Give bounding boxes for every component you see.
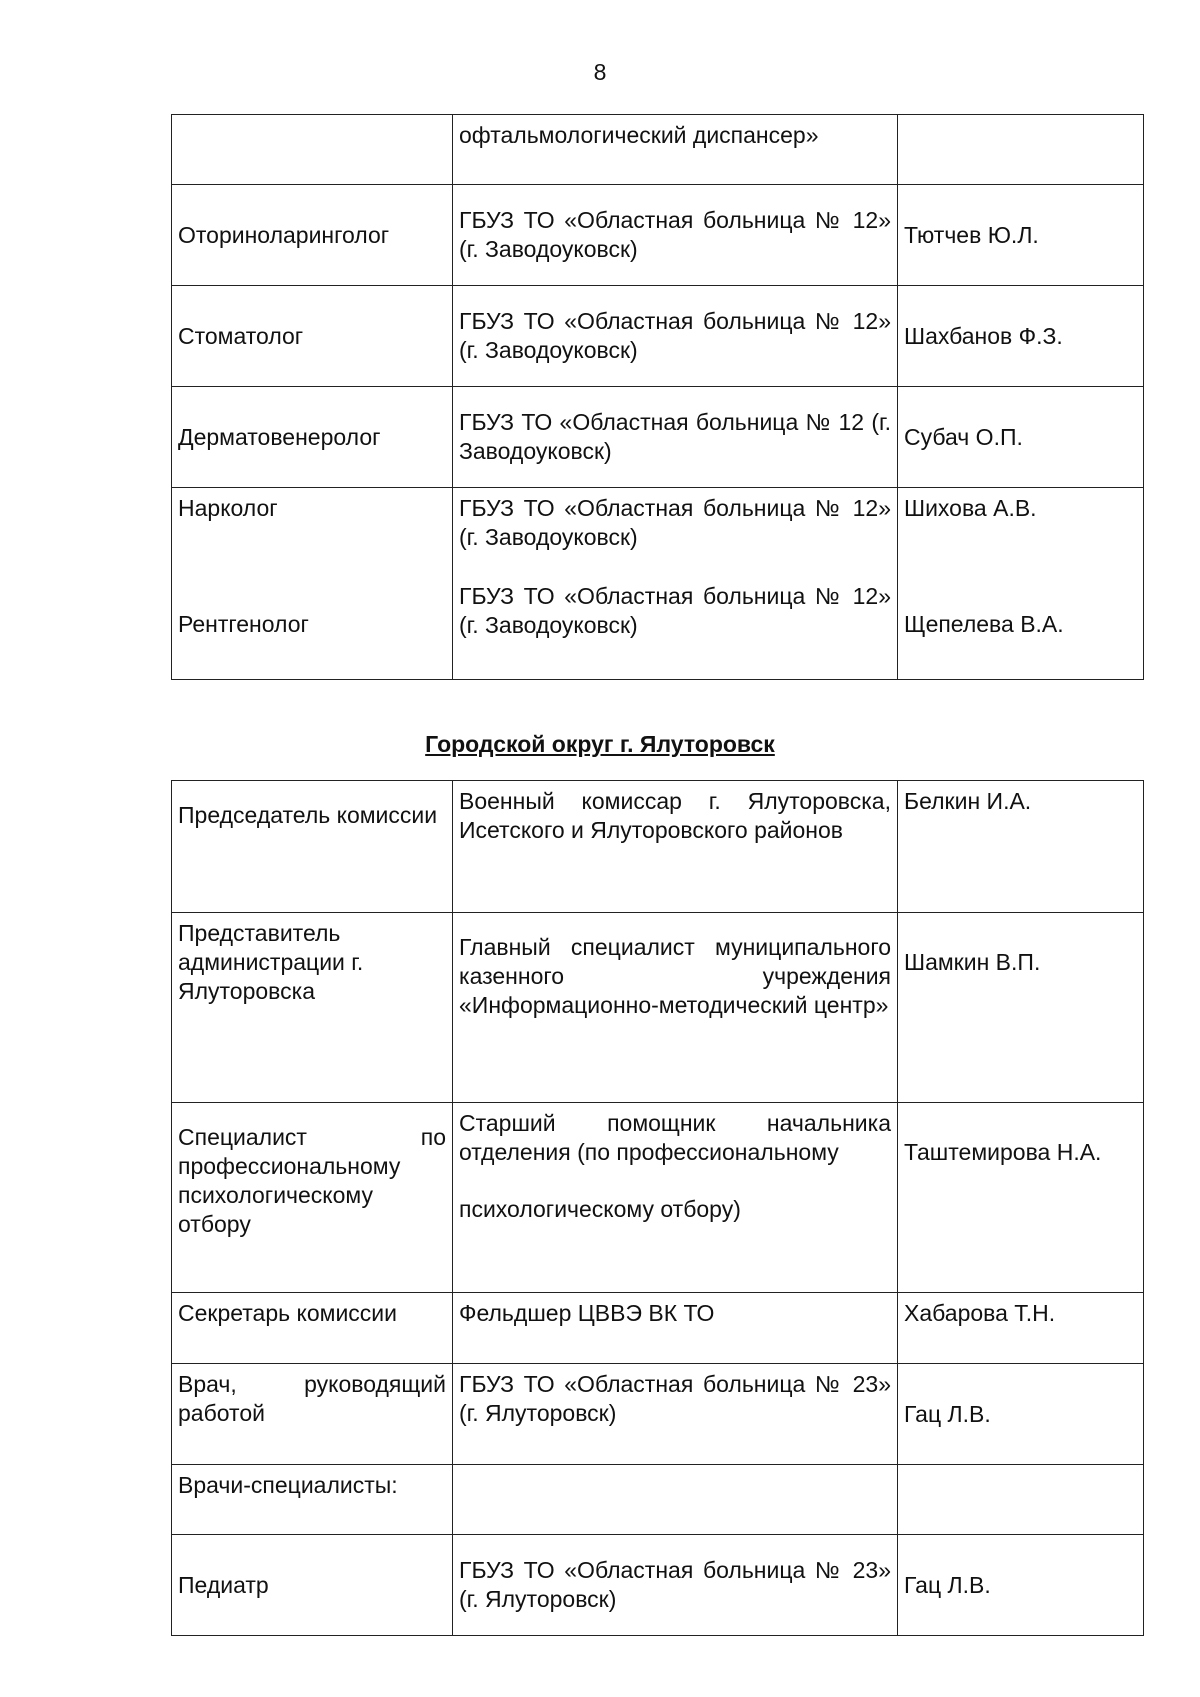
organization-cell: офтальмологический диспансер» <box>453 115 898 185</box>
table-row <box>172 488 1144 680</box>
role-cell: Врачи-специалисты: <box>172 1465 453 1535</box>
commission-table-yalutorovsk <box>171 780 1144 1636</box>
organization-cell <box>453 488 898 680</box>
table-row <box>172 1465 1144 1535</box>
organization-cell: Военный комиссар г. Ялуторовска, Исетского и Ялуторовского районов <box>453 781 898 913</box>
organization-cell <box>453 1465 898 1535</box>
name-narcologist: Шихова А.В. <box>904 495 1037 521</box>
table-row <box>172 1364 1144 1465</box>
role-cell <box>172 488 453 680</box>
org-psychology-part1: Старший помощник начальника отделения (по профессиональному <box>459 1110 891 1165</box>
name-cell <box>898 488 1144 680</box>
role-cell: Педиатр <box>172 1535 453 1636</box>
name-cell: Шамкин В.П. <box>898 913 1144 1103</box>
role-cell: Представитель администрации г. Ялуторовска <box>172 913 453 1103</box>
name-cell: Шахбанов Ф.З. <box>898 286 1144 387</box>
organization-cell: ГБУЗ ТО «Областная больница № 12» (г. Заводоуковск) <box>453 286 898 387</box>
section-title: Городской округ г. Ялуторовск <box>425 731 775 757</box>
table-row <box>172 913 1144 1103</box>
org-radiologist: ГБУЗ ТО «Областная больница № 12» (г. Заводоуковск) <box>459 583 891 638</box>
name-cell: Таштемирова Н.А. <box>898 1103 1144 1293</box>
table-row <box>172 286 1144 387</box>
commission-table-zavodoukovsk <box>171 114 1144 680</box>
role-cell: Стоматолог <box>172 286 453 387</box>
org-narcologist: ГБУЗ ТО «Областная больница № 12» (г. Заводоуковск) <box>459 495 891 550</box>
role-cell: Оториноларинголог <box>172 185 453 286</box>
role-cell: Секретарь комиссии <box>172 1293 453 1364</box>
table-row <box>172 115 1144 185</box>
organization-cell: Фельдшер ЦВВЭ ВК ТО <box>453 1293 898 1364</box>
organization-cell <box>453 1103 898 1293</box>
organization-cell: ГБУЗ ТО «Областная больница № 12» (г. Заводоуковск) <box>453 185 898 286</box>
role-cell <box>172 115 453 185</box>
name-cell: Субач О.П. <box>898 387 1144 488</box>
name-cell: Хабарова Т.Н. <box>898 1293 1144 1364</box>
role-cell: Дерматовенеролог <box>172 387 453 488</box>
role-narcologist: Нарколог <box>178 495 278 521</box>
role-cell: Врач, руководящий работой <box>172 1364 453 1465</box>
org-psychology-part2: психологическому отбору) <box>459 1196 741 1222</box>
table-row <box>172 185 1144 286</box>
table-row <box>172 1293 1144 1364</box>
name-cell <box>898 115 1144 185</box>
table-row <box>172 387 1144 488</box>
organization-cell: ГБУЗ ТО «Областная больница № 23» (г. Ялуторовск) <box>453 1535 898 1636</box>
name-cell: Белкин И.А. <box>898 781 1144 913</box>
name-cell <box>898 1465 1144 1535</box>
name-radiologist: Щепелева В.А. <box>904 611 1064 637</box>
role-cell: Председатель комиссии <box>172 781 453 913</box>
name-cell: Гац Л.В. <box>898 1364 1144 1465</box>
organization-cell: Главный специалист муниципального казенного учреждения «Информационно-методический центр» <box>453 913 898 1103</box>
role-radiologist: Рентгенолог <box>178 611 309 637</box>
role-cell: Специалист по профессиональному психологическому отбору <box>172 1103 453 1293</box>
table-row <box>172 1535 1144 1636</box>
organization-cell: ГБУЗ ТО «Областная больница № 23» (г. Ялуторовск) <box>453 1364 898 1465</box>
name-cell: Гац Л.В. <box>898 1535 1144 1636</box>
name-cell: Тютчев Ю.Л. <box>898 185 1144 286</box>
table-row <box>172 781 1144 913</box>
table-row <box>172 1103 1144 1293</box>
page-number: 8 <box>593 59 607 85</box>
organization-cell: ГБУЗ ТО «Областная больница № 12 (г. Заводоуковск) <box>453 387 898 488</box>
